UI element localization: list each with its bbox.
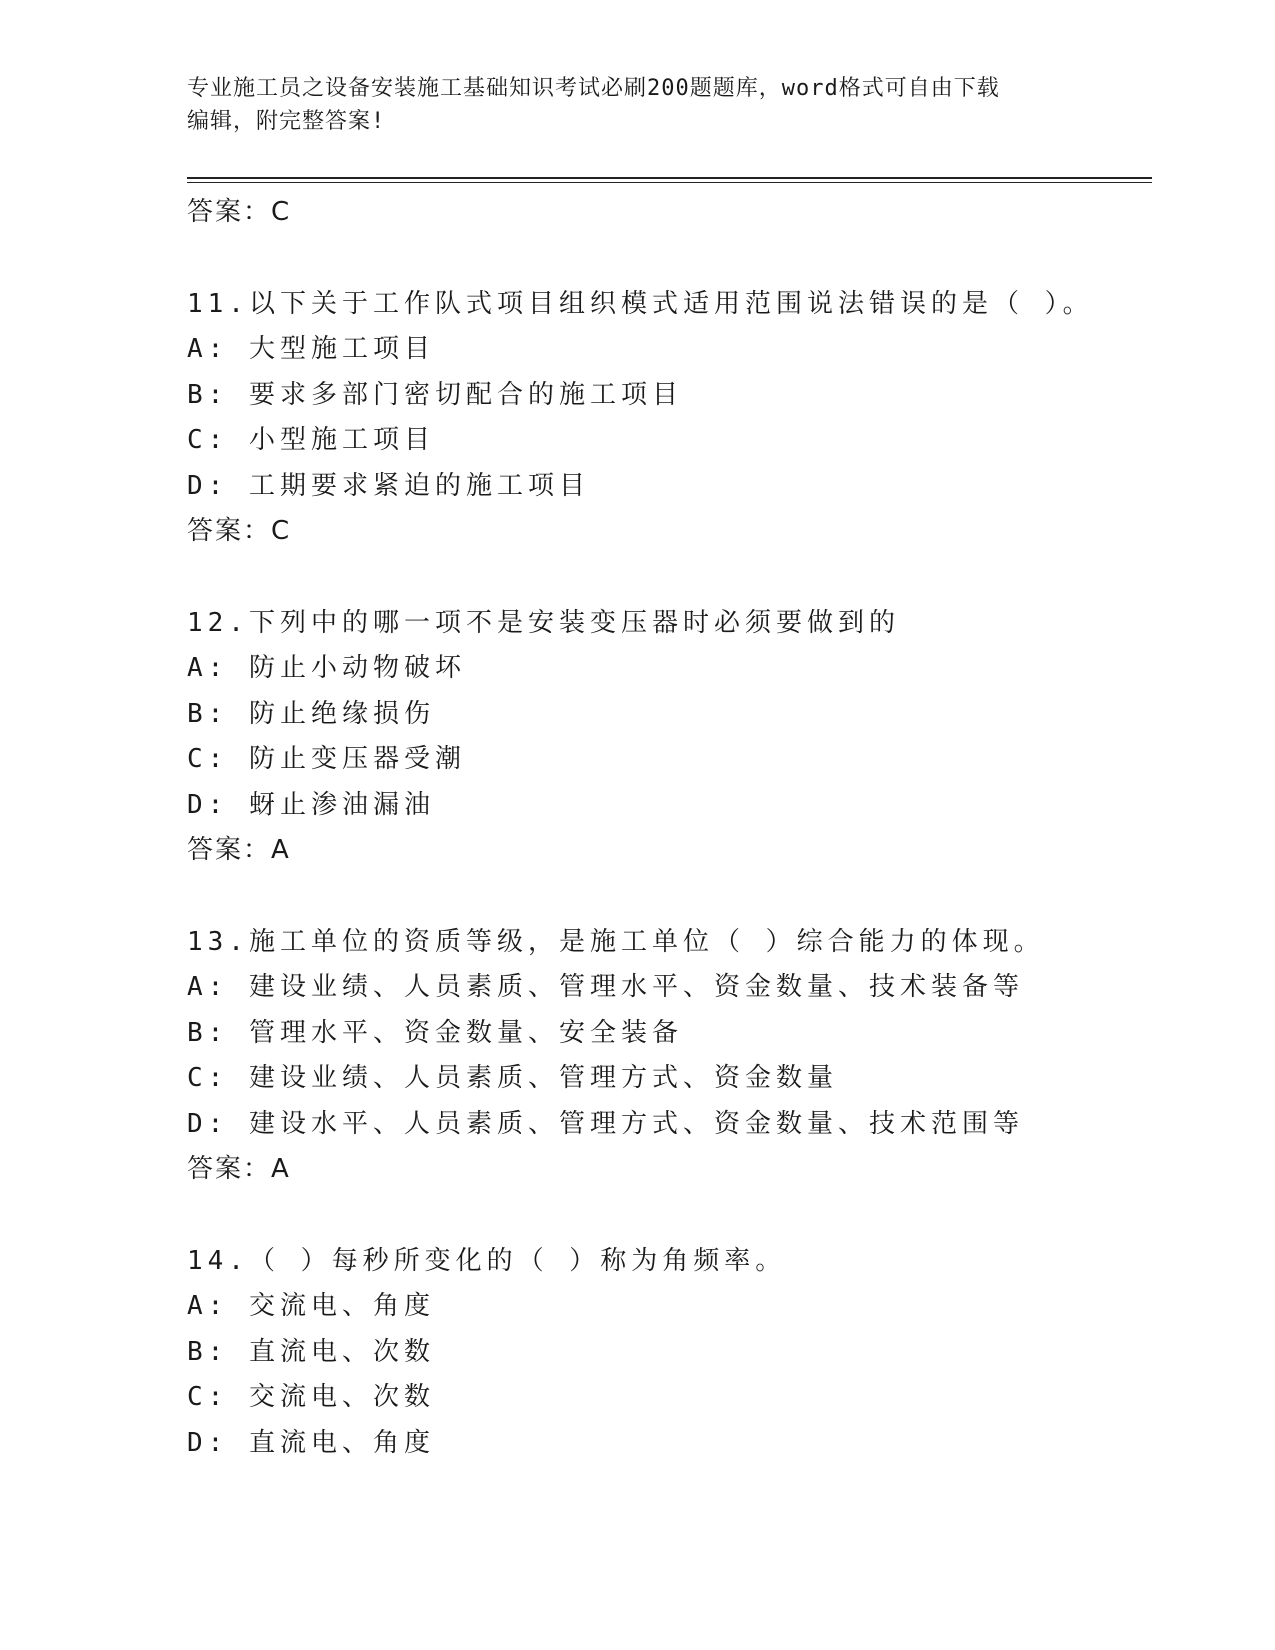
document-header [187,72,1087,138]
option-d: D: 工期要求紧迫的施工项目 [187,470,590,501]
header-divider-thin [187,182,1152,183]
question-stem: 13.施工单位的资质等级，是施工单位（ ）综合能力的体现。 [187,926,1045,957]
option-a: A: 交流电、角度 [187,1291,435,1321]
option-a: A: 建设业绩、人员素质、管理水平、资金数量、技术装备等 [187,972,1024,1002]
question-list [187,190,1152,1466]
question-stem: 11.以下关于工作队式项目组织模式适用范围说法错误的是（ ）。 [187,288,1094,319]
option-b: B: 防止绝缘损伤 [187,698,435,729]
answer: 答案：A [187,1154,291,1184]
option-a: A: 防止小动物破坏 [187,653,466,683]
option-a: A: 大型施工项目 [187,334,435,364]
header-line-1: 专业施工员之设备安装施工基础知识考试必刷200题题库，word格式可自由下载 [187,76,1000,101]
previous-answer: 答案：C [187,197,292,227]
option-b: B: 管理水平、资金数量、安全装备 [187,1017,683,1048]
question-11 [187,282,1152,555]
answer: 答案：C [187,516,292,546]
question-14 [187,1239,1152,1467]
question-stem: 14.（ ）每秒所变化的（ ）称为角频率。 [187,1245,787,1276]
option-d: D: 直流电、角度 [187,1427,435,1458]
option-c: C: 防止变压器受潮 [187,744,466,774]
answer: 答案：A [187,835,291,865]
option-b: B: 要求多部门密切配合的施工项目 [187,379,683,410]
question-stem: 12.下列中的哪一项不是安装变压器时必须要做到的 [187,607,900,638]
option-c: C: 小型施工项目 [187,425,435,455]
option-d: D: 蚜止渗油漏油 [187,789,435,820]
question-12 [187,601,1152,874]
option-c: C: 建设业绩、人员素质、管理方式、资金数量 [187,1063,838,1093]
option-b: B: 直流电、次数 [187,1336,435,1367]
header-line-2: 编辑，附完整答案! [187,109,386,134]
question-13 [187,920,1152,1193]
option-d: D: 建设水平、人员素质、管理方式、资金数量、技术范围等 [187,1108,1024,1139]
header-divider [187,177,1152,179]
option-c: C: 交流电、次数 [187,1382,435,1412]
